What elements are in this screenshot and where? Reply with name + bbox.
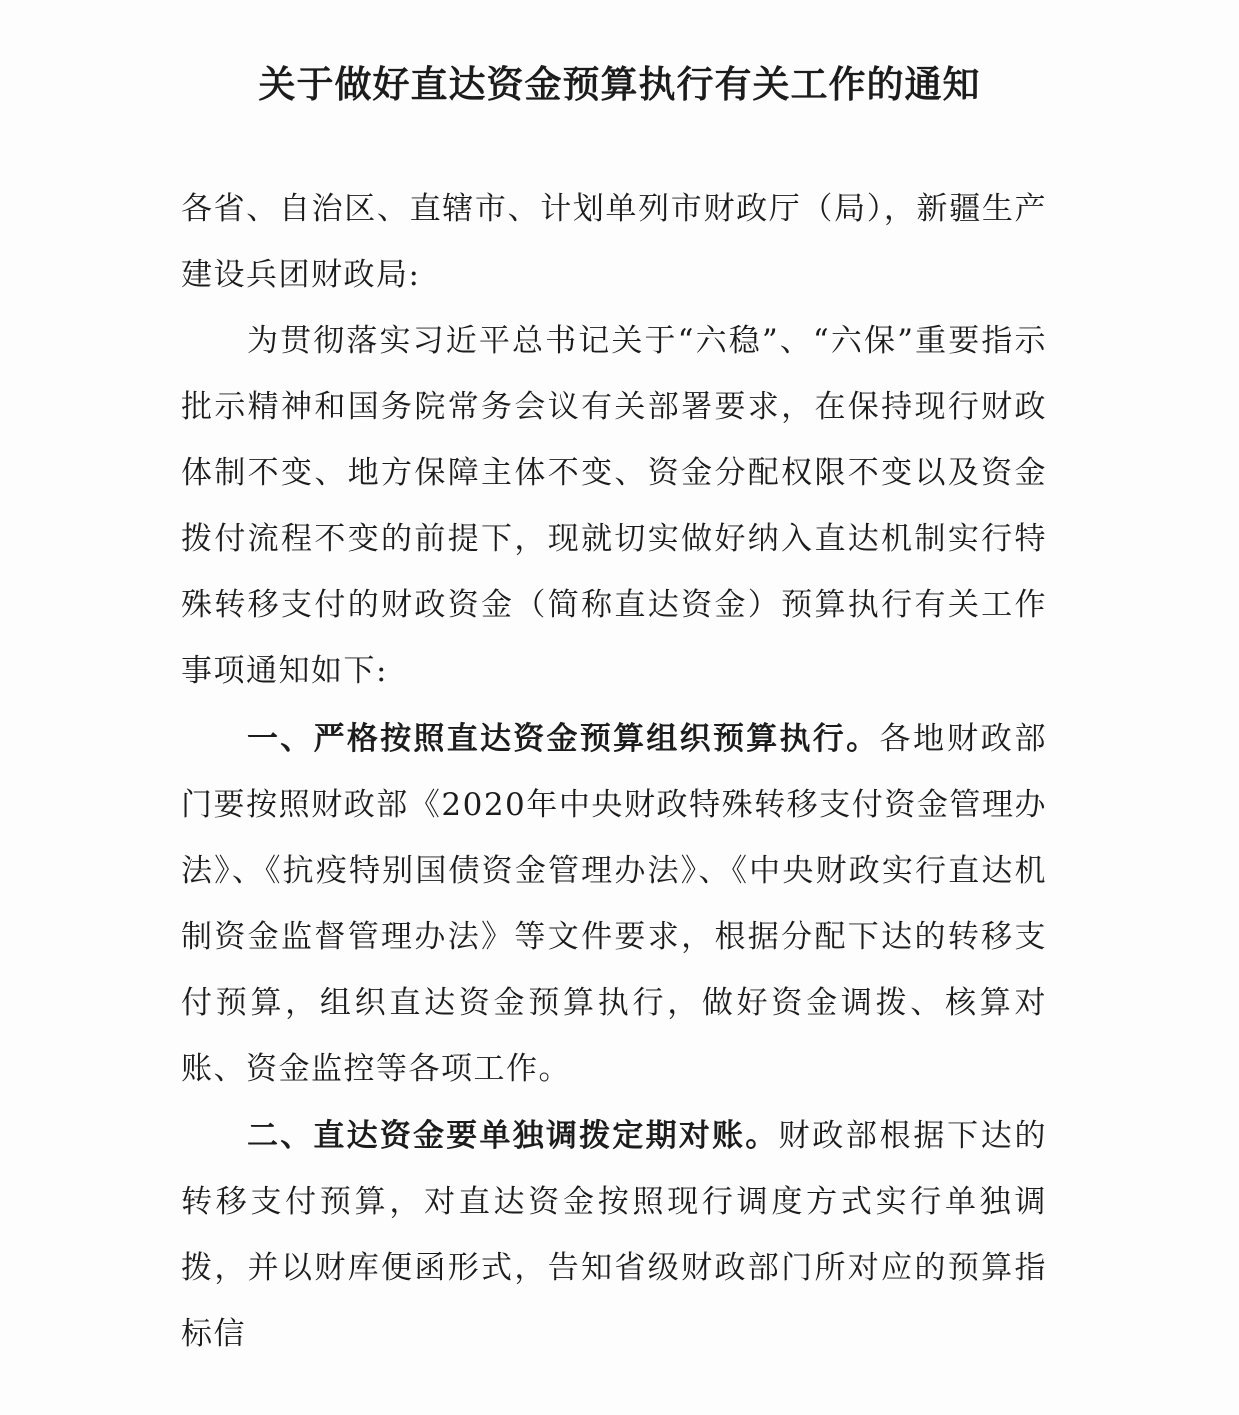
section-two-heading: 二、直达资金要单独调拨定期对账。 [247,1118,779,1154]
section-two-text: 财政部根据下达的转移支付预算，对直达资金按照现行调度方式实行单独调拨，并以财库便函形式，告知省级财政部门所对应的预算指标信 [181,1118,1048,1352]
paragraph-intro-text: 为贯彻落实习近平总书记关于“六稳”、“六保”重要指示批示精神和国务院常务会议有关部署要求，在保持现行财政体制不变、地方保障主体不变、资金分配权限不变以及资金拨付流程不变的前提下，现就切实做好纳入直达机制实行特殊转移支付的财政资金（简称直达资金）预算执行有关工作事项通知如下: [181,323,1047,689]
paragraph-section-two [181,1103,1047,1367]
paragraph-intro [181,308,1047,704]
section-one-heading: 一、严格按照直达资金预算组织预算执行。 [247,721,880,757]
paragraph-section-one [181,706,1047,1102]
section-one-text: 各地财政部门要按照财政部《2020年中央财政特殊转移支付资金管理办法》、《抗疫特别国债资金管理办法》、《中央财政实行直达机制资金监督管理办法》等文件要求，根据分配下达的转移支付预算，组织直达资金预算执行，做好资金调拨、核算对账、资金监控等各项工作。 [181,721,1048,1087]
document-title: 关于做好直达资金预算执行有关工作的通知 [258,63,981,106]
salutation: 各省、自治区、直辖市、计划单列市财政厅（局），新疆生产建设兵团财政局: [181,191,1047,293]
